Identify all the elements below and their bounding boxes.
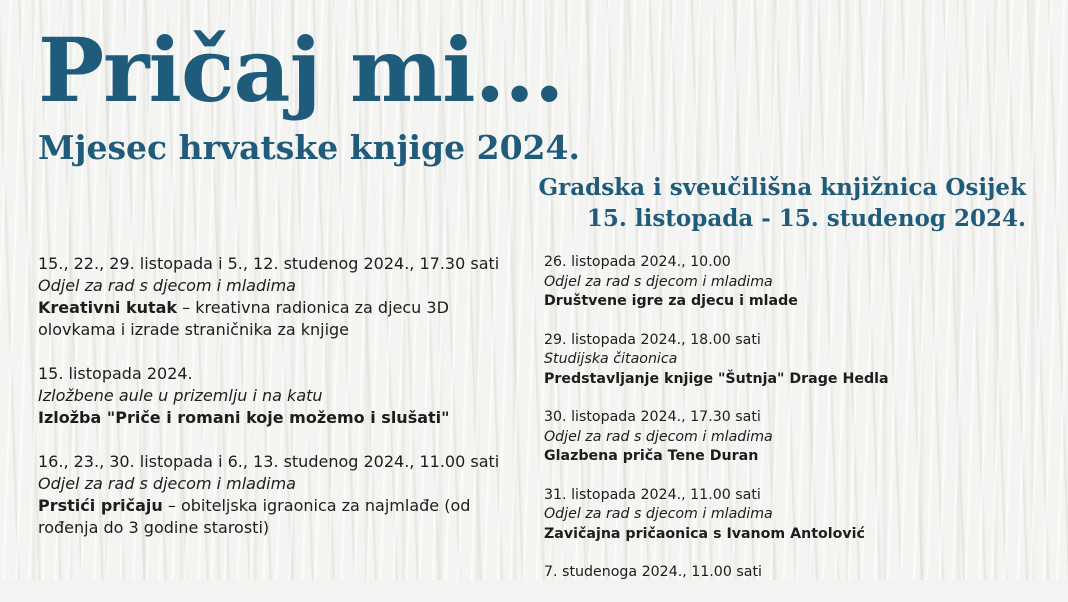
event-name: Prstići pričaju	[38, 496, 163, 515]
event-item	[38, 363, 500, 429]
event-item	[38, 451, 500, 539]
event-date: 26. listopada 2024., 10.00	[544, 254, 731, 270]
event-text	[38, 495, 500, 539]
event-text	[38, 297, 500, 341]
event-text	[38, 407, 500, 429]
event-location: Odjel za rad s djecom i mladima	[38, 276, 296, 295]
event-description: – obiteljska igraonica za najmlađe (od rođenja do 3 godine starosti)	[38, 496, 471, 537]
event-date: 16., 23., 30. listopada i 6., 13. studenog 2024., 11.00 sati	[38, 452, 500, 471]
left-events-column	[38, 253, 500, 561]
right-events-column	[544, 253, 1044, 602]
event-name: Predstavljanje knjige "Šutnja" Drage Hedla	[544, 370, 889, 387]
event-item	[544, 486, 1044, 545]
event-name: Glazbena priča Tene Duran	[544, 448, 759, 464]
event-item	[544, 253, 1044, 312]
event-location: Studijska čitaonica	[544, 351, 678, 367]
poster-title: Pričaj mi...	[38, 18, 564, 122]
event-date: 7. studenoga 2024., 11.00 sati	[544, 564, 762, 580]
event-date: 15. listopada 2024.	[38, 364, 193, 383]
poster-subtitle: Mjesec hrvatske knjige 2024.	[38, 128, 580, 167]
event-date: 15., 22., 29. listopada i 5., 12. studenog 2024., 17.30 sati	[38, 254, 500, 273]
event-period: 15. listopada - 15. studenog 2024.	[586, 205, 1026, 232]
event-location: Izložbene aule u prizemlju i na katu	[38, 386, 323, 405]
event-item	[38, 253, 500, 341]
event-name: Izložba "Priče i romani koje možemo i slušati"	[38, 408, 450, 427]
organizer-block	[538, 172, 1026, 234]
event-item	[544, 408, 1044, 467]
event-location: Odjel za rad s djecom i mladima	[544, 506, 773, 522]
event-name: Društvene igre za djecu i mlade	[544, 293, 798, 309]
event-date: 30. listopada 2024., 17.30 sati	[544, 409, 761, 425]
event-name: Kreativni kutak	[38, 298, 178, 317]
event-description: – kreativna radionica za djecu 3D olovkama i izrade straničnika za knjige	[38, 298, 449, 339]
organizer-name: Gradska i sveučilišna knjižnica Osijek	[538, 174, 1026, 201]
event-name: Zavičajna pričaonica s Ivanom Antolović	[544, 525, 865, 542]
event-item	[544, 331, 1044, 390]
event-location: Odjel za rad s djecom i mladima	[38, 474, 296, 493]
event-date: 31. listopada 2024., 11.00 sati	[544, 486, 761, 503]
event-location: Odjel za rad s djecom i mladima	[544, 273, 773, 290]
event-date: 29. listopada 2024., 18.00 sati	[544, 331, 761, 348]
event-location: Odjel za rad s djecom i mladima	[544, 428, 773, 445]
